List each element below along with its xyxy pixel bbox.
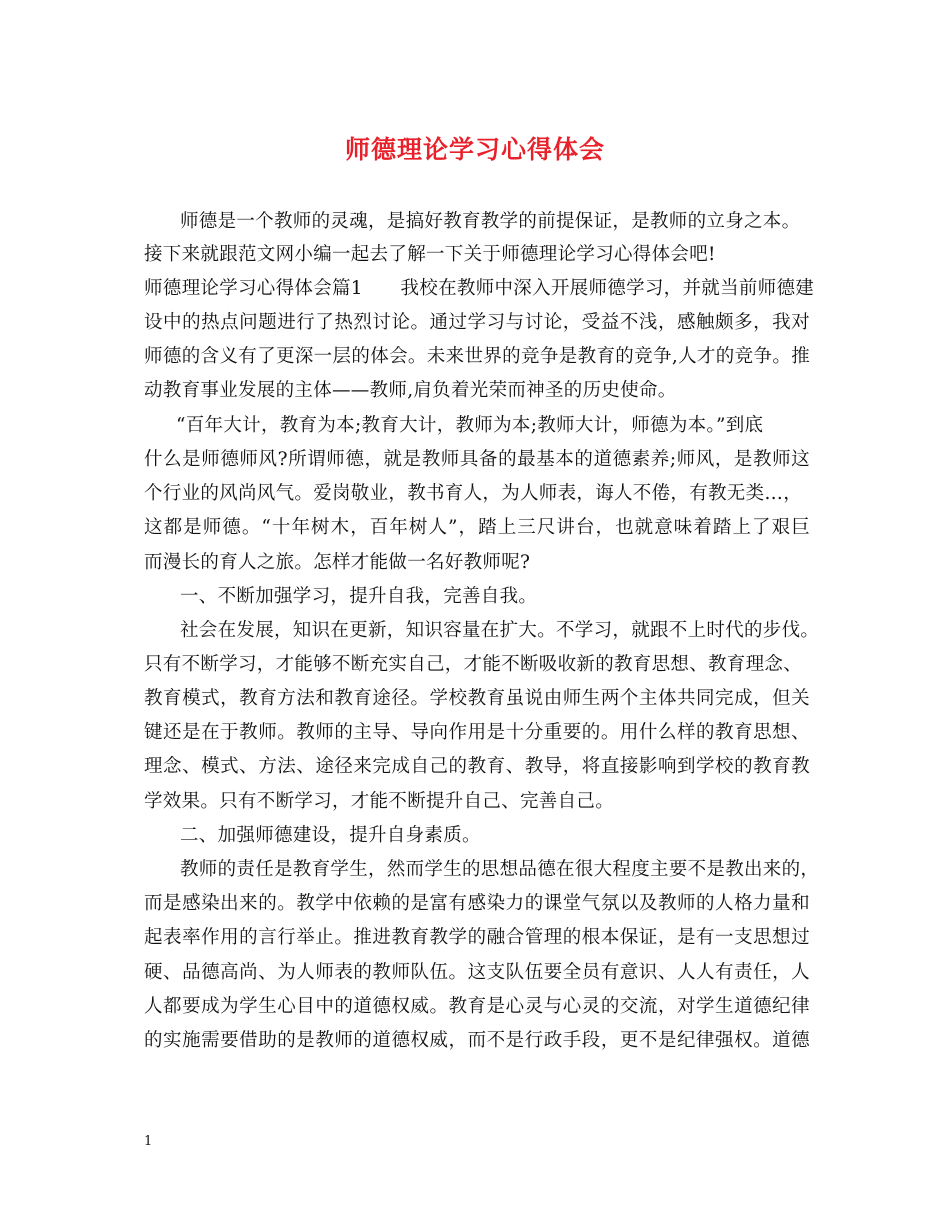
text-line: 这都是师德。“十年树木，百年树人”，踏上三尺讲台，也就意味着踏上了艰巨 [144,517,810,538]
text-line: 人都要成为学生心目中的道德权威。教育是心灵与心灵的交流，对学生道德纪律 [144,996,810,1017]
text-line: 个行业的风尚风气。爱岗敬业，教书育人，为人师表，诲人不倦，有教无类…， [144,483,803,504]
text-line: 而是感染出来的。教学中依赖的是富有感染力的课堂气氛以及教师的人格力量和 [144,893,810,914]
text-line: “百年大计，教育为本;教育大计，教师为本;教师大计，师德为本。”到底 [176,415,764,436]
text-line: 理念、模式、方法、途径来完成自己的教育、教导，将直接影响到学校的教育教 [144,756,810,777]
text-line: 教育模式，教育方法和教育途径。学校教育虽说由师生两个主体共同完成，但关 [144,688,810,709]
text-line: 起表率作用的言行举止。推进教育教学的融合管理的根本保证，是有一支思想过 [144,927,810,948]
page-title: 师德理论学习心得体会 [344,135,605,164]
text-line: 动教育事业发展的主体——教师,肩负着光荣而神圣的历史使命。 [144,380,677,401]
text-line: 师德的含义有了更深一层的体会。未来世界的竞争是教育的竞争,人才的竞争。推 [144,346,810,367]
text-line: 接下来就跟范文网小编一起去了解一下关于师德理论学习心得体会吧! [144,244,716,265]
text-line: 师德理论学习心得体会篇1 我校在教师中深入开展师德学习，并就当前师德建 [144,278,815,299]
text-line: 学效果。只有不断学习，才能不断提升自己、完善自己。 [144,791,615,812]
text-line: 键还是在于教师。教师的主导、导向作用是十分重要的。用什么样的教育思想、 [144,722,810,743]
text-line: 的实施需要借助的是教师的道德权威，而不是行政手段，更不是纪律强权。道德 [144,1030,810,1051]
text-line: 硬、品德高尚、为人师表的教师队伍。这支队伍要全员有意识、人人有责任，人 [144,962,810,983]
section-heading: 一、不断加强学习，提升自我，完善自我。 [180,586,538,607]
text-line: 教师的责任是教育学生，然而学生的思想品德在很大程度主要不是教出来的， [180,859,820,880]
text-line: 社会在发展，知识在更新，知识容量在扩大。不学习，就跟不上时代的步伐。 [180,620,820,641]
text-line: 师德是一个教师的灵魂，是搞好教育教学的前提保证，是教师的立身之本。 [180,211,801,232]
page-number: 1 [144,1134,153,1149]
section-heading: 二、加强师德建设，提升自身素质。 [180,825,481,846]
text-line: 什么是师德师风?所谓师德，就是教师具备的最基本的道德素养;师风，是教师这 [144,449,810,470]
text-line: 只有不断学习，才能够不断充实自己，才能不断吸收新的教育思想、教育理念、 [144,654,803,675]
text-line: 设中的热点问题进行了热烈讨论。通过学习与讨论，受益不浅，感触颇多，我对 [144,312,810,333]
text-line: 而漫长的育人之旅。怎样才能做一名好教师呢? [144,552,531,573]
